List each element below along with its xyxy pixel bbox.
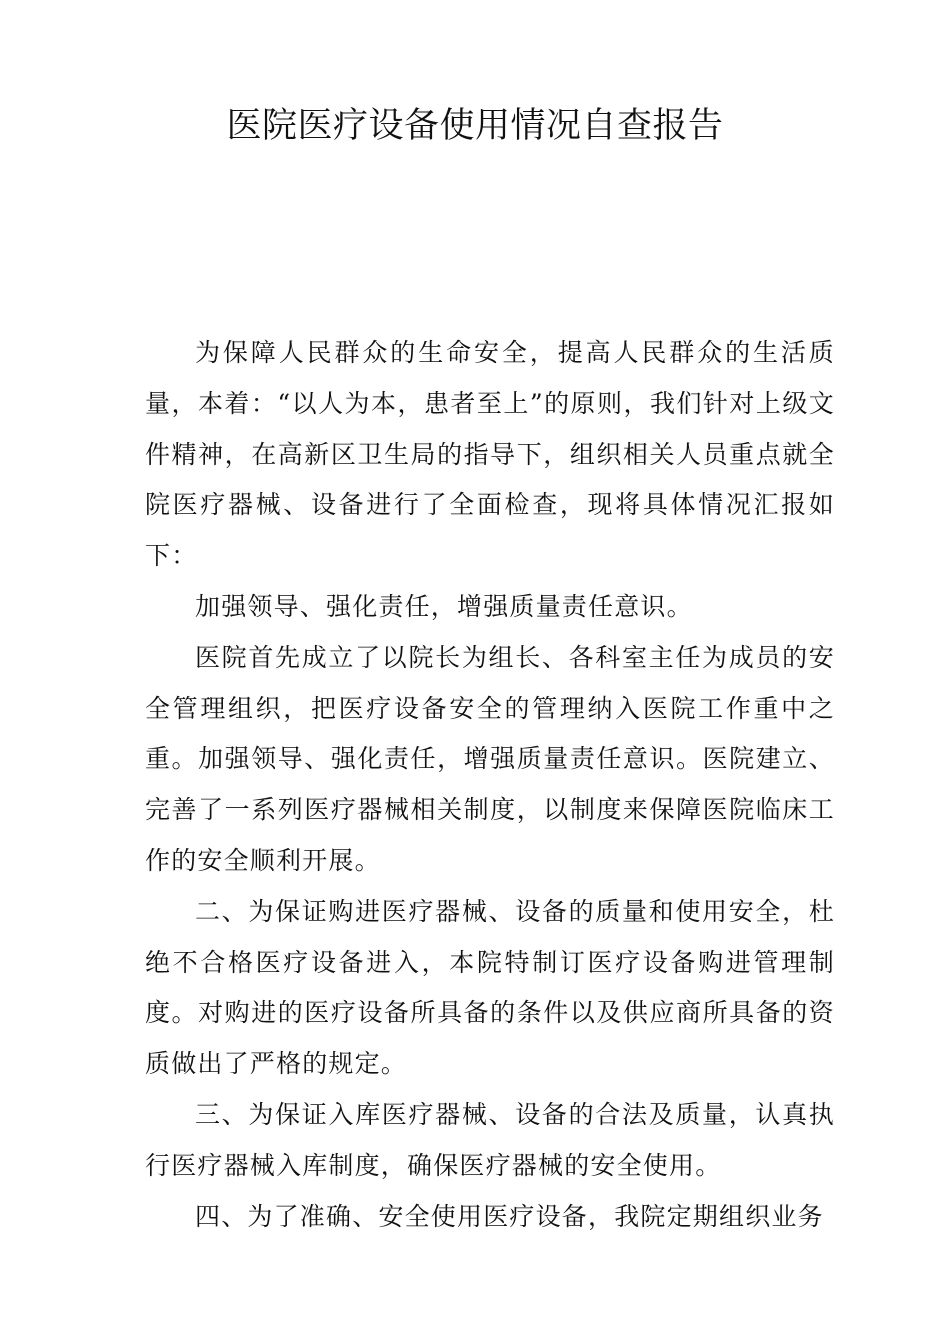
document-body: [145, 328, 835, 1242]
paragraph-intro: 为保障人民群众的生命安全，提高人民群众的生活质量，本着：“以人为本，患者至上”的原则，我们针对上级文件精神，在高新区卫生局的指导下，组织相关人员重点就全院医疗器械、设备进行了全面检查，现将具体情况汇报如下：: [145, 338, 835, 571]
document-title: 医院医疗设备使用情况自查报告: [226, 106, 724, 146]
paragraph-management-organization: 医院首先成立了以院长为组长、各科室主任为成员的安全管理组织，把医疗设备安全的管理纳入医院工作重中之重。加强领导、强化责任，增强质量责任意识。医院建立、完善了一系列医疗器械相关制度，以制度来保障医院临床工作的安全顺利开展。: [145, 642, 835, 875]
paragraph-item-4-usage: 四、为了准确、安全使用医疗设备，我院定期组织业务: [195, 1201, 824, 1231]
paragraph-heading-leadership: 加强领导、强化责任，增强质量责任意识。: [195, 591, 693, 621]
paragraph-item-3-warehousing: 三、为保证入库医疗器械、设备的合法及质量，认真执行医疗器械入库制度，确保医疗器械的安全使用。: [145, 1099, 835, 1180]
paragraph-item-2-procurement: 二、为保证购进医疗器械、设备的质量和使用安全，杜绝不合格医疗设备进入，本院特制订医疗设备购进管理制度。对购进的医疗设备所具备的条件以及供应商所具备的资质做出了严格的规定。: [145, 896, 835, 1079]
